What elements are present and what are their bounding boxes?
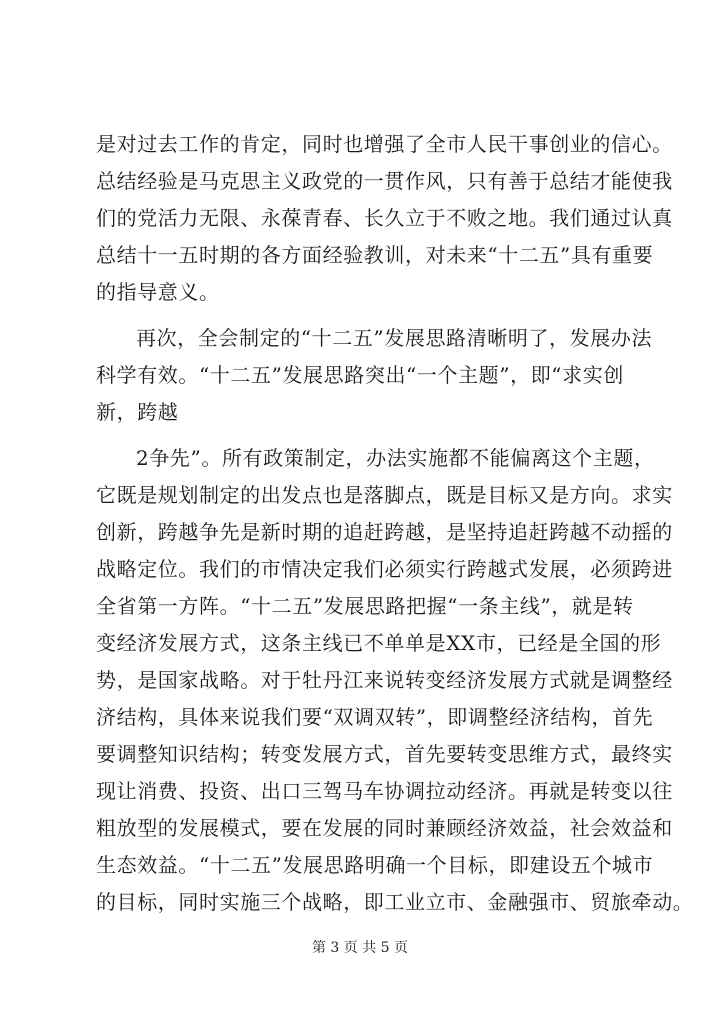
paragraph-start-line: 2争先”。所有政策制定，办法实施都不能偏离这个主题， (136, 446, 655, 470)
text-line: 的目标，同时实施三个战略，即工业立市、金融强市、贸旅牵动。 (96, 890, 694, 914)
text-line: 全省第一方阵。“十二五”发展思路把握“一条主线”，就是转 (96, 594, 634, 618)
paragraph-start-line: 再次，全会制定的“十二五”发展思路清晰明了，发展办法 (136, 326, 653, 350)
text-line: 创新，跨越争先是新时期的追赶跨越，是坚持追赶跨越不动摇的 (96, 520, 673, 544)
text-line: 济结构，具体来说我们要“双调双转”，即调整经济结构，首先 (96, 705, 654, 729)
text-line: 们的党活力无限、永葆青春、长久立于不败之地。我们通过认真 (96, 206, 673, 230)
text-line: 要调整知识结构；转变发展方式，首先要转变思维方式，最终实 (96, 742, 673, 766)
text-line: 生态效益。“十二五”发展思路明确一个目标，即建设五个城市 (96, 853, 654, 877)
text-line: 现让消费、投资、出口三驾马车协调拉动经济。再就是转变以往 (96, 779, 673, 803)
text-line: 的指导意义。 (96, 280, 220, 304)
text-line: 势，是国家战略。对于牡丹江来说转变经济发展方式就是调整经 (96, 668, 673, 692)
page-number-footer: 第 3 页 共 5 页 (311, 940, 409, 956)
text-line: 变经济发展方式，这条主线已不单单是XX市，已经是全国的形 (96, 631, 662, 655)
text-line: 粗放型的发展模式，要在发展的同时兼顾经济效益，社会效益和 (96, 816, 673, 840)
text-line: 是对过去工作的肯定，同时也增强了全市人民干事创业的信心。 (96, 132, 673, 156)
text-line: 新，跨越 (96, 400, 179, 424)
text-line: 总结经验是马克思主义政党的一贯作风，只有善于总结才能使我 (96, 169, 673, 193)
text-line: 战略定位。我们的市情决定我们必须实行跨越式发展，必须跨进 (96, 557, 673, 581)
text-line: 总结十一五时期的各方面经验教训，对未来“十二五”具有重要 (96, 243, 654, 267)
text-line: 它既是规划制定的出发点也是落脚点，既是目标又是方向。求实 (96, 483, 673, 507)
text-line: 科学有效。“十二五”发展思路突出“一个主题”，即“求实创 (96, 363, 624, 387)
